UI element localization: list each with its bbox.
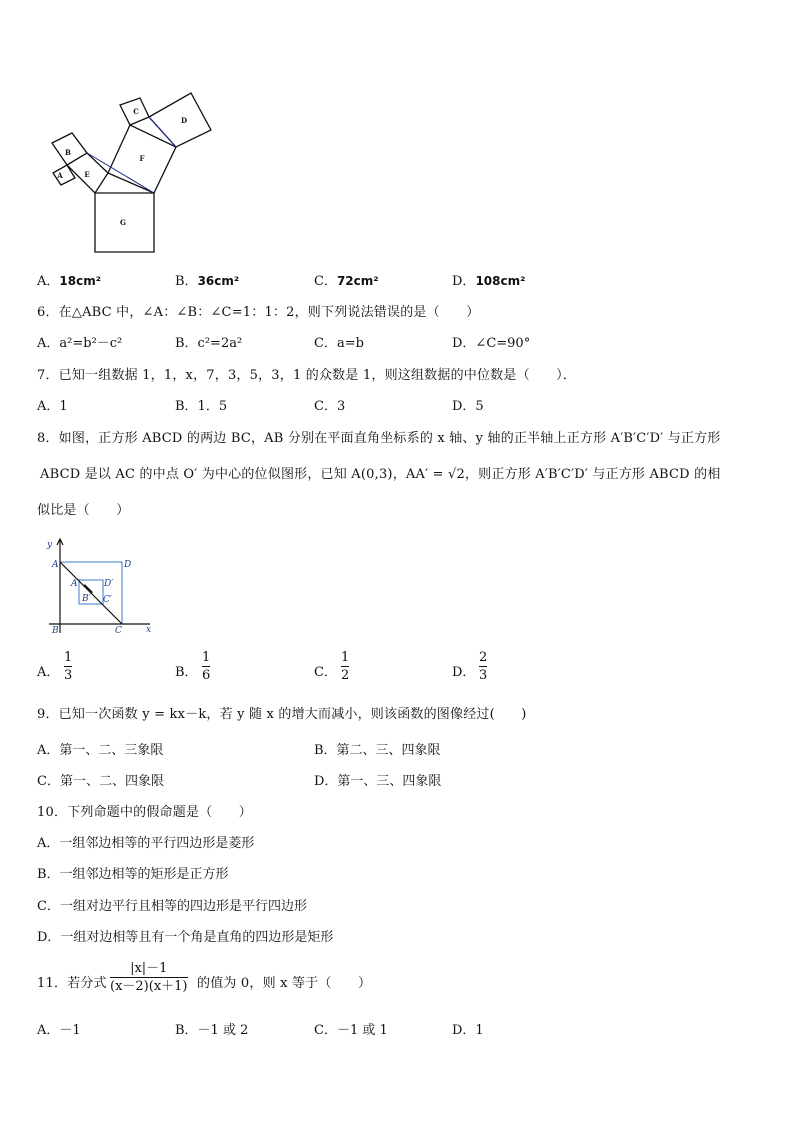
fig2-label-c-prime: C′ xyxy=(103,595,112,605)
q9-option-a: A．第一、二、三象限 xyxy=(37,743,164,758)
q10-option-b: B．一组邻边相等的矩形是正方形 xyxy=(37,867,229,882)
q5-option-a-value: 18cm² xyxy=(59,274,101,288)
q7-stem: 7．已知一组数据 1，1，x，7，3，5，3，1 的众数是 1，则这组数据的中位数是（ ）． xyxy=(37,368,577,383)
q8-option-a-num: 1 xyxy=(64,650,73,665)
q8-option-a-fraction xyxy=(64,650,72,683)
fig1-label-e: E xyxy=(84,170,90,179)
q6-stem: 6．在△ABC 中，∠A：∠B：∠C=1：1：2，则下列说法错误的是（ ） xyxy=(37,305,480,320)
q5-option-b-value: 36cm² xyxy=(197,274,240,288)
fig2-label-b-prime: B′ xyxy=(82,594,91,604)
fig2-label-b: B xyxy=(52,626,59,636)
q8-option-d-fraction xyxy=(479,650,487,683)
q8-option-d-letter: D． xyxy=(452,665,476,680)
q5-option-c xyxy=(314,270,379,289)
q5-option-c-letter: C． xyxy=(314,274,337,289)
q8-option-c-fraction xyxy=(341,650,349,683)
q11-denominator: (x－2)(x＋1) xyxy=(110,979,188,994)
fig2-label-d: D xyxy=(124,560,132,570)
q5-option-b xyxy=(175,270,239,289)
q8-option-b-den: 6 xyxy=(202,668,211,683)
q9-stem: 9．已知一次函数 y = kx－k，若 y 随 x 的增大而减小，则该函数的图像经过( ) xyxy=(37,707,527,722)
fig2-label-d-prime: D′ xyxy=(104,579,114,589)
q10-option-d: D．一组对边相等且有一个角是直角的四边形是矩形 xyxy=(37,930,334,945)
q8-option-b-fraction xyxy=(202,650,210,683)
q9-option-b: B．第二、三、四象限 xyxy=(314,743,441,758)
q5-option-d-value: 108cm² xyxy=(475,274,526,288)
q8-option-b-num: 1 xyxy=(202,650,211,665)
q11-numerator: |x|－1 xyxy=(130,961,168,976)
q8-option-c-num: 1 xyxy=(341,650,350,665)
q7-option-d: D．5 xyxy=(452,399,484,414)
q5-option-a xyxy=(37,270,101,289)
q8-option-c-den: 2 xyxy=(341,668,350,683)
fig1-label-g: G xyxy=(120,218,126,227)
q8-option-b-letter: B． xyxy=(175,665,198,680)
q7-option-c: C．3 xyxy=(314,399,346,414)
q8-stem-line2: ABCD 是以 AC 的中点 O′ 为中心的位似图形，已知 A(0,3)，AA′ = √2，则正方形 A′B′C′D′ 与正方形 ABCD 的相 xyxy=(40,467,721,482)
q11-fraction xyxy=(110,961,188,994)
q5-option-b-letter: B． xyxy=(175,274,198,289)
q7-option-a: A．1 xyxy=(37,399,68,414)
q5-option-d-letter: D． xyxy=(452,274,476,289)
figure-coordinate-squares xyxy=(44,536,156,638)
q5-option-c-value: 72cm² xyxy=(336,274,379,288)
q9-option-d: D．第一、三、四象限 xyxy=(314,774,442,789)
q5-option-d xyxy=(452,270,525,289)
q9-option-c: C．第一、二、四象限 xyxy=(37,774,164,789)
q6-option-a: A．a²=b²－c² xyxy=(37,336,123,351)
q10-option-c: C．一组对边平行且相等的四边形是平行四边形 xyxy=(37,899,307,914)
q11-option-d: D．1 xyxy=(452,1023,484,1038)
q8-option-d-den: 3 xyxy=(479,668,488,683)
q8-option-d-num: 2 xyxy=(479,650,488,665)
fig1-label-d: D xyxy=(180,116,188,125)
q6-option-d: D．∠C=90° xyxy=(452,336,531,351)
fig2-label-a: A xyxy=(52,560,59,570)
q11-option-b: B．－1 或 2 xyxy=(175,1023,249,1038)
q11-option-c: C．－1 或 1 xyxy=(314,1023,388,1038)
q8-stem-line3: 似比是（ ） xyxy=(37,503,130,518)
q6-option-b: B．c²=2a² xyxy=(175,336,243,351)
q11-prefix: 11．若分式 xyxy=(37,976,107,991)
fig1-label-b: B xyxy=(65,148,71,157)
q7-option-b: B．1．5 xyxy=(175,399,228,414)
fig2-label-y: y xyxy=(47,540,53,550)
figure-pythagorean-squares xyxy=(40,85,230,260)
q8-option-a-letter: A． xyxy=(37,665,60,680)
q6-option-c: C．a=b xyxy=(314,336,364,351)
fig1-label-a: A xyxy=(57,171,63,180)
fig2-label-x: x xyxy=(146,625,152,635)
fig1-label-c: C xyxy=(133,107,139,116)
q11-suffix: 的值为 0，则 x 等于（ ） xyxy=(197,976,372,991)
q8-option-a-den: 3 xyxy=(64,668,73,683)
fig2-label-c: C xyxy=(115,626,122,636)
q11-option-a: A．－1 xyxy=(37,1023,81,1038)
q5-option-a-letter: A． xyxy=(37,274,60,289)
q10-option-a: A．一组邻边相等的平行四边形是菱形 xyxy=(37,836,255,851)
q8-option-c-letter: C． xyxy=(314,665,337,680)
fig2-label-a-prime: A′ xyxy=(71,579,80,589)
fig1-label-f: F xyxy=(139,154,145,163)
q8-stem-line1: 8．如图，正方形 ABCD 的两边 BC，AB 分别在平面直角坐标系的 x 轴、y 轴的正半轴上正方形 A′B′C′D′ 与正方形 xyxy=(37,431,721,446)
q10-stem: 10．下列命题中的假命题是（ ） xyxy=(37,805,252,820)
